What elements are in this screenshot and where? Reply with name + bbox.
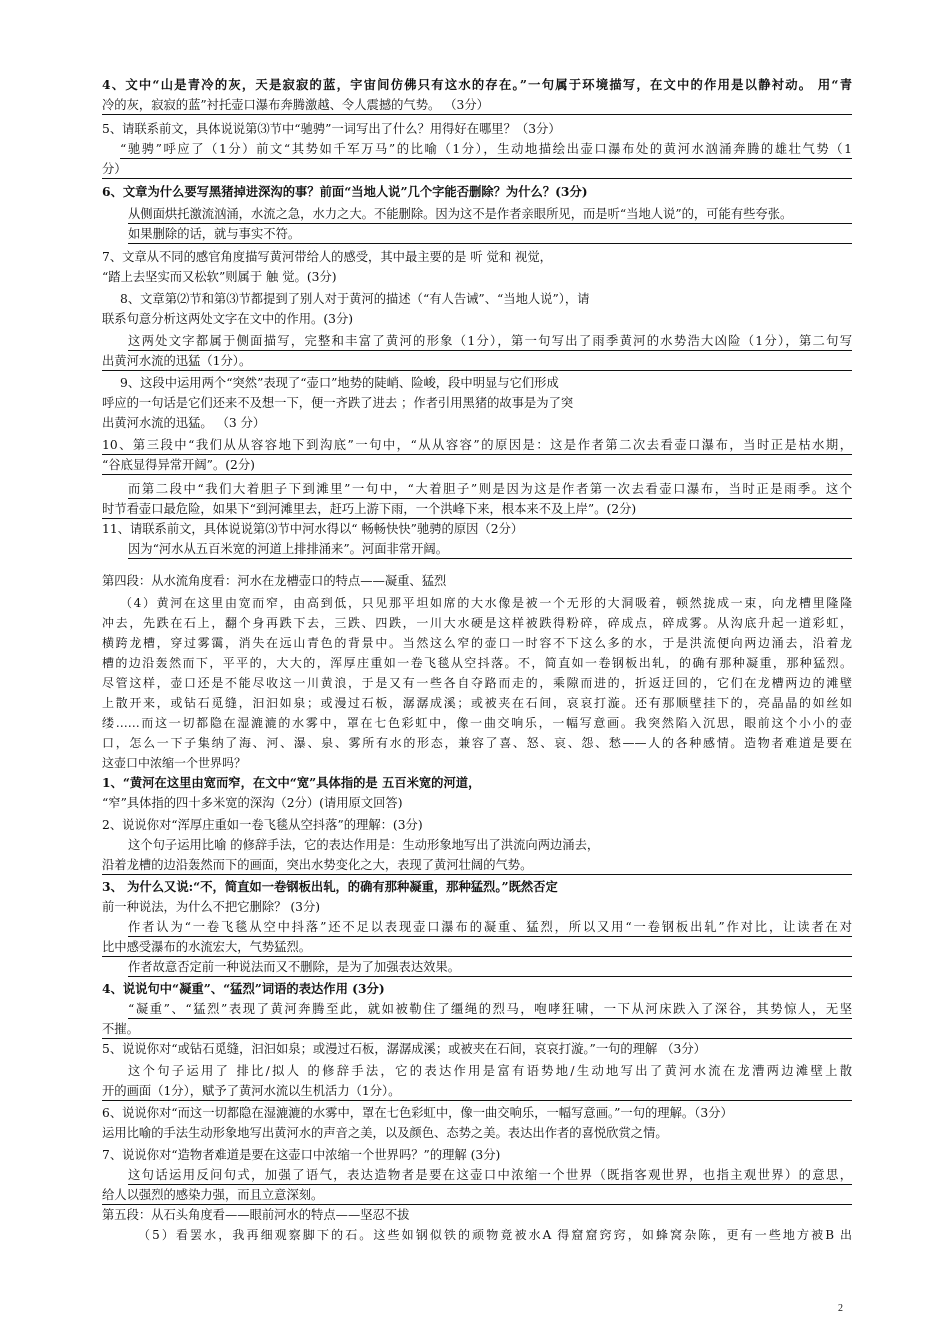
text-line: 这个句子运用了 排比/拟人 的修辞手法，它的表达作用是富有语势地/生动地写出了黄河水流在龙漕两边滩壁上散 xyxy=(128,1064,852,1078)
text-line: 这个句子运用比喻 的修辞手法，它的表达作用是：生动形象地写出了洪流向两边涌去， xyxy=(128,838,600,852)
text-line: 4、说说句中“凝重”、“猛烈”词语的表达作用 (3分) xyxy=(102,981,385,996)
text-line: 缕……而这一切都隐在湿漉漉的水雾中，罩在七色彩虹中，像一曲交响乐，一幅写意画。我突然陷入沉思，眼前这个小小的壶 xyxy=(102,716,852,730)
text-line: 横跨龙槽，穿过雾霭，消失在远山青色的背景中。当然这么窄的壶口一时容不下这么多的水，于是洪流便向两边涌去，沿着龙 xyxy=(102,636,852,650)
text-line: 第五段：从石头角度看——眼前河水的特点——坚忍不拔 xyxy=(102,1208,410,1222)
text-line: 7、文章从不同的感官角度描写黄河带给人的感受，其中最主要的是 听 觉和 视觉， xyxy=(102,250,552,264)
text-line: 冲去，先跌在石上，翻个身再跌下去，三跌、四跌，一川大水硬是这样被跌得粉碎，碎成点，碎成雾。从沟底升起一道彩虹， xyxy=(102,616,852,630)
text-line: 这句话运用反问句式，加强了语气，表达造物者是要在这壶口中浓缩一个世界（既指客观世界，也指主观世界）的意思， xyxy=(128,1166,852,1185)
text-line: 3、 为什么又说:“不，简直如一卷钢板出轧，的确有那种凝重，那种猛烈。”既然否定 xyxy=(102,879,558,894)
text-line: 而第二段中“我们大着胆子下到滩里”一句中，“大着胆子”则是因为这是作者第一次去看壶口瀑布，当时正是雨季。这个 xyxy=(128,480,852,499)
text-line: 开的画面（1分），赋予了黄河水流以生机活力（1分）。 xyxy=(102,1082,852,1101)
text-line: 1、“黄河在这里由宽而窄，在文中“宽”具体指的是 五百米宽的河道， xyxy=(102,775,481,790)
text-line: 呼应的一句话是它们还来不及想一下，便一齐跌了进去 ；作者引用黑猪的故事是为了突 xyxy=(102,396,574,410)
text-line: 10、第三段中“我们从从容容地下到沟底”一句中，“从从容容”的原因是：这是作者第二次去看壶口瀑布，当时正是枯水期， xyxy=(102,436,852,455)
text-line: “谷底显得异常开阔”。(2分) xyxy=(102,456,852,475)
text-line: 沿着龙槽的边沿轰然而下的画面，突出水势变化之大，表现了黄河壮阔的气势。 xyxy=(102,856,852,875)
text-line: （4）黄河在这里由宽而窄，由高到低，只见那平坦如席的大水像是被一个无形的大洞吸着，顿然拢成一束，向龙槽里隆隆 xyxy=(120,596,852,610)
text-line: 口，怎么一下子集纳了海、河、瀑、泉、雾所有水的形态，兼容了喜、怒、哀、怨、愁——人的各种感情。造物者难道是要在 xyxy=(102,736,852,750)
text-line: 槽的边沿轰然而下，平平的，大大的，浑厚庄重如一卷飞毯从空抖落。不，简直如一卷钢板出轧，的确有那种凝重，那种猛烈。 xyxy=(102,656,852,670)
text-line: 不摧。 xyxy=(102,1020,852,1039)
text-line: 7、说说你对“造物者难道是要在这壶口中浓缩一个世界吗？”的理解 (3分) xyxy=(102,1148,501,1162)
page-number: 2 xyxy=(838,1303,843,1314)
text-line: 出黄河水流的迅猛。 （3 分） xyxy=(102,416,266,430)
text-line: 分） xyxy=(102,160,852,179)
text-line: 上散开来，或钻石觅缝，汩汩如泉；或漫过石板，潺潺成溪；或被夹在石间，哀哀打漩。还有那顺壁挂下的，亮晶晶的如丝如 xyxy=(102,696,852,710)
text-line: 作者故意否定前一种说法而又不删除，是为了加强表达效果。 xyxy=(128,958,852,977)
text-line: 这壶口中浓缩一个世界吗？ xyxy=(102,756,247,770)
text-line: 前一种说法，为什么不把它删除？ (3分) xyxy=(102,900,321,914)
text-line: “凝重”、“猛烈”表现了黄河奔腾至此，就如被勒住了缰绳的烈马，咆哮狂啸，一下从河床跌入了深谷，其势惊人，无坚 xyxy=(128,1000,852,1019)
text-line: 作者认为“一卷飞毯从空中抖落”还不足以表现壶口瀑布的凝重、猛烈，所以又用“一卷钢板出轧”作对比，让读者在对 xyxy=(128,918,852,937)
text-line: 如果删除的话，就与事实不符。 xyxy=(128,225,852,244)
text-line: 联系句意分析这两处文字在文中的作用。(3分) xyxy=(102,312,354,326)
text-line: 运用比喻的手法生动形象地写出黄河水的声音之美，以及颜色、态势之美。表达出作者的喜悦欣赏之情。 xyxy=(102,1126,668,1140)
text-line: 8、文章第⑵节和第⑶节都提到了别人对于黄河的描述（“有人告诫”、“当地人说”），请 xyxy=(120,292,590,306)
text-line: “窄”具体指的四十多米宽的深沟（2分）(请用原文回答) xyxy=(102,796,403,810)
text-line: 5、请联系前文，具体说说第⑶节中“驰骋”一词写出了什么？用得好在哪里？（3分） xyxy=(102,122,561,136)
text-line: 从侧面烘托激流汹涌，水流之急，水力之大。不能删除。因为这不是作者亲眼所见，而是听“当地人说”的，可能有些夸张。 xyxy=(128,205,852,224)
text-line: 比中感受瀑布的水流宏大，气势猛烈。 xyxy=(102,938,852,957)
text-line: （5）看罢水，我再细观察脚下的石。这些如钢似铁的顽物竟被水A 得窟窟窍窍，如蜂窝杂陈，更有一些地方被B 出 xyxy=(138,1228,852,1242)
text-line: “驰骋”呼应了（1分）前文“其势如千军万马”的比喻（1分），生动地描绘出壶口瀑布处的黄河水汹涌奔腾的雄壮气势（1 xyxy=(120,140,852,159)
text-line: 9、这段中运用两个“突然”表现了“壶口”地势的陡峭、险峻，段中明显与它们形成 xyxy=(120,376,559,390)
text-line: 这两处文字都属于侧面描写，完整和丰富了黄河的形象（1分），第一句写出了雨季黄河的水势浩大凶险（1分），第二句写 xyxy=(128,332,852,351)
text-line: 6、文章为什么要写黑猪掉进深沟的事？前面“当地人说”几个字能否删除？为什么？(3分) xyxy=(102,184,588,199)
text-line: 冷的灰，寂寂的蓝”衬托壶口瀑布奔腾激越、令人震撼的气势。 （3分） xyxy=(102,96,852,115)
text-line: 2、说说你对“浑厚庄重如一卷飞毯从空抖落”的理解：(3分) xyxy=(102,818,423,832)
text-line: 6、说说你对“而这一切都隐在湿漉漉的水雾中，罩在七色彩虹中，像一曲交响乐，一幅写意画。”一句的理解。（3分） xyxy=(102,1106,733,1120)
text-line: 因为“河水从五百米宽的河道上排排涌来”。河面非常开阔。 xyxy=(128,540,852,559)
text-line: 时节看壶口最危险，如果下“到河滩里去，赶巧上游下雨，一个洪峰下来，根本来不及上岸”。(2分) xyxy=(102,500,852,519)
text-line: 5、说说你对“或钻石觅缝，汩汩如泉；或漫过石板，潺潺成溪；或被夹在石间，哀哀打漩。”一句的理解 （3分） xyxy=(102,1042,706,1056)
text-line: “踏上去坚实而又松软”则属于 触 觉。(3分) xyxy=(102,270,337,284)
text-line: 11、请联系前文，具体说说第⑶节中河水得以“ 畅畅快快”驰骋的原因（2分） xyxy=(102,522,524,536)
text-line: 4、文中“山是青冷的灰，天是寂寂的蓝，宇宙间仿佛只有这水的存在。”一句属于环境描写，在文中的作用是以静衬动。 用“青 xyxy=(102,77,852,92)
text-line: 尽管这样，壶口还是不能尽收这一川黄浪，于是又有一些各自夺路而走的，乘隙而进的，折返迂回的，它们在龙槽两边的滩壁 xyxy=(102,676,852,690)
text-line: 给人以强烈的感染力强，而且立意深刻。 xyxy=(102,1186,852,1205)
text-line: 第四段：从水流角度看：河水在龙槽壶口的特点——凝重、猛烈 xyxy=(102,574,447,588)
text-line: 出黄河水流的迅猛（1分）。 xyxy=(102,352,852,371)
